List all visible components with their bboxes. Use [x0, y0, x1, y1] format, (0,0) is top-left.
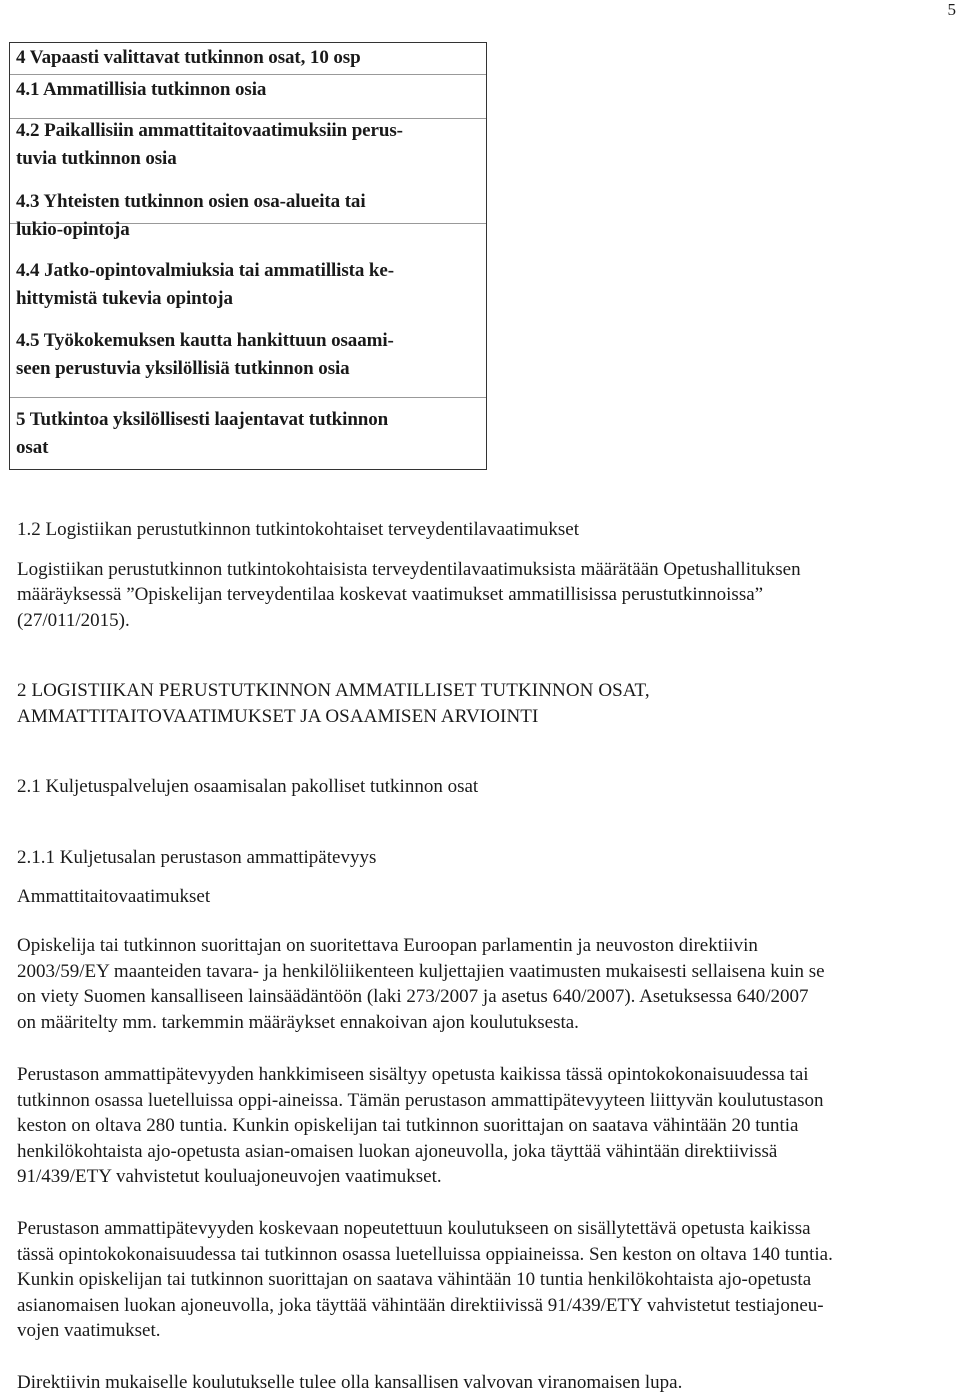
section-2-1-1 — [17, 845, 955, 909]
table-cell-line: seen perustuvia yksilöllisiä tutkinnon osia — [16, 358, 350, 379]
curriculum-table — [9, 42, 487, 470]
table-cell-line: osat — [16, 437, 49, 458]
body-line: henkilökohtaista ajo-opetusta asian-omaisen luokan ajoneuvolla, joka täyttää vähintään direktiivissä — [17, 1140, 778, 1162]
table-row — [10, 188, 486, 258]
body-line: Logistiikan perustutkinnon tutkintokohtaisista terveydentilavaatimuksista määrätään Opetushallituksen — [17, 558, 801, 580]
body-line: on määritelty mm. tarkemmin määräykset ennakoivan ajon koulutuksesta. — [17, 1011, 579, 1033]
body-line: 2003/59/EY maanteiden tavara- ja henkilöliikenteen kuljettajien vaatimusten mukaisesti sellaisena kuin se — [17, 960, 825, 982]
section-2-1 — [17, 774, 955, 800]
table-cell-line: 5 Tutkintoa yksilöllisesti laajentavat tutkinnon — [16, 409, 389, 430]
table-cell: 4 Vapaasti valittavat tutkinnon osat, 10 osp — [16, 47, 361, 68]
section-2 — [17, 678, 955, 729]
section-heading: 1.2 Logistiikan perustutkinnon tutkintokohtaiset terveydentilavaatimukset — [17, 519, 579, 540]
chapter-heading: AMMATTITAITOVAATIMUKSET JA OSAAMISEN ARVIOINTI — [17, 705, 539, 727]
table-cell-line: 4.5 Työkokemuksen kautta hankittuun osaami- — [16, 330, 394, 351]
paragraph-1 — [17, 933, 955, 1035]
body-line: Perustason ammattipätevyyden koskevaan nopeutettuun koulutukseen on sisällytettävä opetusta kaikissa — [17, 1218, 811, 1239]
table-row — [10, 327, 486, 397]
table-row — [10, 257, 486, 327]
table-row — [10, 75, 486, 119]
body-line: tässä opintokokonaisuudessa tai tutkinnon osassa luetelluissa oppiaineissa. Sen keston on oltava 140 tuntia. — [17, 1243, 833, 1265]
body-line: on viety Suomen kansalliseen lainsäädäntöön (laki 273/2007 ja asetus 640/2007). Asetuksessa 640/2007 — [17, 986, 809, 1008]
body-line: keston on oltava 280 tuntia. Kunkin opiskelijan tai tutkinnon suorittajan on saatava vähintään 20 tuntia — [17, 1115, 799, 1137]
paragraph-2 — [17, 1062, 955, 1190]
table-row — [10, 43, 486, 75]
table-cell-line: 4.3 Yhteisten tutkinnon osien osa-alueita tai — [16, 191, 366, 212]
page-number: 5 — [947, 0, 956, 19]
body-line: Direktiivin mukaiselle koulutukselle tulee olla kansallisen valvovan viranomaisen lupa. — [17, 1372, 683, 1393]
body-line: asianomaisen luokan ajoneuvolla, joka täyttää vähintään direktiivissä 91/439/ETY vahvistetut testiajoneu- — [17, 1294, 824, 1316]
subheading: Ammattitaitovaatimukset — [17, 885, 211, 907]
paragraph-4 — [17, 1370, 955, 1396]
body-line: (27/011/2015). — [17, 609, 130, 631]
section-heading: 2.1 Kuljetuspalvelujen osaamisalan pakolliset tutkinnon osat — [17, 776, 479, 797]
body-line: tutkinnon osassa luetelluissa oppi-aineissa. Tämän perustason ammattipätevyyteen liittyvän koulutustason — [17, 1089, 824, 1111]
table-cell — [16, 257, 480, 313]
table-cell — [16, 188, 480, 244]
table-cell-line: 4.2 Paikallisiin ammattitaitovaatimuksiin perus- — [16, 120, 403, 141]
table-cell — [16, 117, 480, 173]
table-cell-line: 4.4 Jatko-opintovalmiuksia tai ammatillista ke- — [16, 260, 394, 281]
body-line: vojen vaatimukset. — [17, 1320, 161, 1342]
body-line: Opiskelija tai tutkinnon suorittajan on suoritettava Euroopan parlamentin ja neuvoston direktiivin — [17, 935, 758, 956]
table-cell-line: tuvia tutkinnon osia — [16, 148, 177, 169]
table-cell — [16, 406, 480, 462]
paragraph-3 — [17, 1216, 955, 1344]
body-line: 91/439/ETY vahvistetut kouluajoneuvojen vaatimukset. — [17, 1166, 442, 1188]
body-line: Perustason ammattipätevyyden hankkimiseen sisältyy opetusta kaikissa tässä opintokokonaisuudessa tai — [17, 1064, 809, 1085]
table-cell-line: hittymistä tukevia opintoja — [16, 288, 233, 309]
table-row — [10, 397, 486, 469]
body-line: Kunkin opiskelijan tai tutkinnon suorittajan on saatava vähintään 10 tuntia henkilökohtaista ajo-opetusta — [17, 1269, 812, 1291]
table-cell-line: lukio-opintoja — [16, 219, 130, 240]
section-1-2 — [17, 517, 955, 633]
table-cell: 4.1 Ammatillisia tutkinnon osia — [16, 79, 267, 100]
chapter-heading: 2 LOGISTIIKAN PERUSTUTKINNON AMMATILLISET TUTKINNON OSAT, — [17, 680, 650, 701]
body-line: määräyksessä ”Opiskelijan terveydentilaa koskevat vaatimukset ammatillisissa perustutkinnoissa” — [17, 584, 764, 606]
subsection-heading: 2.1.1 Kuljetusalan perustason ammattipätevyys — [17, 847, 377, 868]
table-cell — [16, 327, 480, 383]
